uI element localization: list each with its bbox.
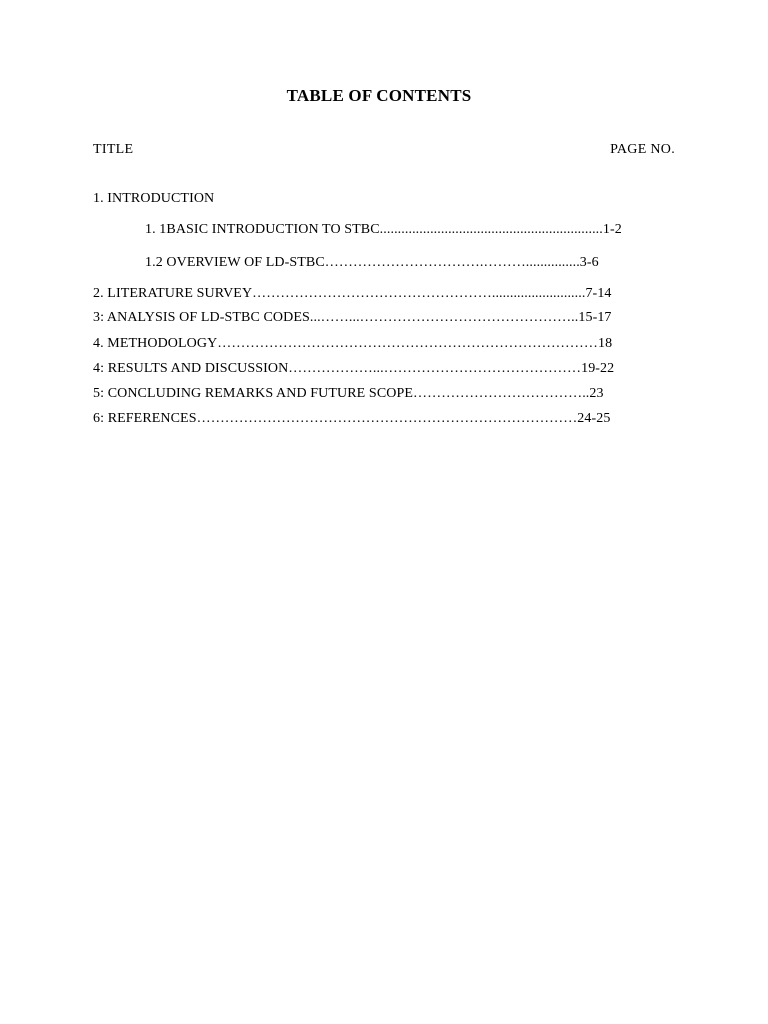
page-title: TABLE OF CONTENTS xyxy=(286,86,472,105)
toc-entry-analysis: 3: ANALYSIS OF LD-STBC CODES...……...………………………………………..15-17 xyxy=(93,310,612,325)
toc-entry-results: 4: RESULTS AND DISCUSSION………………...……………………………………19-22 xyxy=(93,361,615,376)
toc-entry-methodology: 4. METHODOLOGY………………………………………………………………………18 xyxy=(93,336,613,351)
toc-entry-basic-introduction: 1. 1BASIC INTRODUCTION TO STBC..............................................................1-2 xyxy=(145,222,622,237)
page-number-column-header: PAGE NO. xyxy=(610,142,675,157)
toc-header-row xyxy=(93,142,675,158)
toc-entry-concluding-remarks: 5: CONCLUDING REMARKS AND FUTURE SCOPE………………………………..23 xyxy=(93,386,604,401)
toc-entry-introduction: 1. INTRODUCTION xyxy=(93,191,215,206)
toc-entry-literature-survey: 2. LITERATURE SURVEY……………………………………………..........................7-14 xyxy=(93,286,612,301)
toc-entry-overview-ld-stbc: 1.2 OVERVIEW OF LD-STBC…………………………….………...............3-6 xyxy=(145,255,599,270)
toc-entry-references: 6: REFERENCES………………………………………………………………………24-25 xyxy=(93,411,611,426)
title-column-header: TITLE xyxy=(93,142,134,157)
